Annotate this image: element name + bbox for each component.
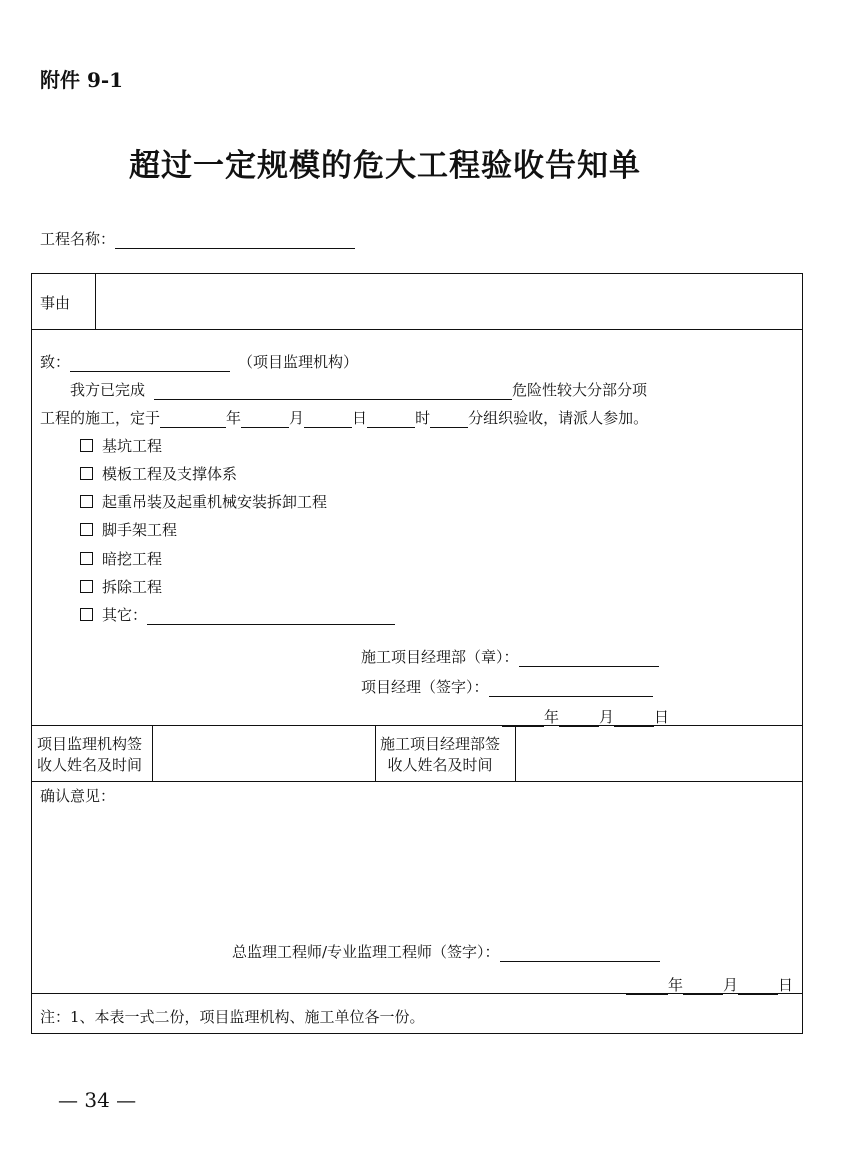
pm-sign-row xyxy=(361,676,653,697)
checkbox[interactable] xyxy=(80,439,93,452)
confirm-year-field[interactable] xyxy=(626,978,668,995)
confirm-day-label: 日 xyxy=(778,976,794,994)
supervision-sign-label-line: 收人姓名及时间 xyxy=(37,756,143,774)
construction-sign-label-line: 施工项目经理部签 xyxy=(380,735,501,753)
construction-sign-label xyxy=(380,734,500,776)
checklist-item-label: 模板工程及支撑体系 xyxy=(102,465,238,483)
reason-label: 事由 xyxy=(40,294,71,312)
checkbox[interactable] xyxy=(80,608,93,621)
project-name-field[interactable] xyxy=(115,232,355,249)
confirm-label: 确认意见： xyxy=(40,787,116,805)
schedule-month-label: 月 xyxy=(289,409,305,427)
schedule-hour-field[interactable] xyxy=(367,411,415,428)
confirm-month-field[interactable] xyxy=(683,978,723,995)
checklist-item-label: 其它： xyxy=(102,606,148,624)
confirm-field[interactable] xyxy=(40,806,795,926)
schedule-year-field[interactable] xyxy=(160,411,226,428)
dept-seal-row xyxy=(361,646,659,667)
other-field[interactable] xyxy=(147,608,395,625)
checklist-item[interactable] xyxy=(80,491,327,512)
attachment-label: 附件 9-1 xyxy=(40,68,124,92)
dept-seal-field[interactable] xyxy=(519,650,659,667)
schedule-year-label: 年 xyxy=(226,409,242,427)
chief-sign-row xyxy=(232,941,660,962)
checklist-item-label: 拆除工程 xyxy=(102,578,163,596)
divider xyxy=(32,781,802,782)
checkbox[interactable] xyxy=(80,552,93,565)
checkbox[interactable] xyxy=(80,580,93,593)
to-row xyxy=(40,351,358,372)
confirm-day-field[interactable] xyxy=(738,978,778,995)
checklist-item-label: 起重吊装及起重机械安装拆卸工程 xyxy=(102,493,328,511)
pm-sign-field[interactable] xyxy=(489,680,653,697)
checklist-item[interactable] xyxy=(80,463,237,484)
checklist-item[interactable] xyxy=(80,576,162,597)
supervision-sign-label-line: 项目监理机构签 xyxy=(37,735,143,753)
confirm-month-label: 月 xyxy=(723,976,739,994)
date-month-label: 月 xyxy=(599,708,615,726)
divider xyxy=(375,725,376,781)
project-name-label: 工程名称： xyxy=(40,230,116,248)
completed-field[interactable] xyxy=(154,383,512,400)
page-number: — 34 — xyxy=(58,1088,137,1112)
pm-sign-label: 项目经理（签字）： xyxy=(361,678,489,696)
checkbox[interactable] xyxy=(80,467,93,480)
schedule-hour-label: 时 xyxy=(415,409,431,427)
schedule-suffix: 分组织验收，请派人参加。 xyxy=(468,409,649,427)
checklist-item-label: 暗挖工程 xyxy=(102,550,163,568)
confirm-date-row xyxy=(626,974,793,995)
form-title: 超过一定规模的危大工程验收告知单 xyxy=(129,148,641,184)
divider xyxy=(32,725,802,726)
to-suffix: （项目监理机构） xyxy=(238,353,359,371)
checklist-item-label: 脚手架工程 xyxy=(102,521,178,539)
checkbox[interactable] xyxy=(80,495,93,508)
project-name-row xyxy=(40,228,355,249)
reason-field[interactable] xyxy=(98,278,798,324)
construction-sign-label-line: 收人姓名及时间 xyxy=(387,756,493,774)
schedule-prefix: 工程的施工，定于 xyxy=(40,409,161,427)
form-table xyxy=(31,273,803,1034)
date-day-field[interactable] xyxy=(614,710,654,727)
completed-suffix: 危险性较大分部分项 xyxy=(512,381,648,399)
to-prefix: 致： xyxy=(40,353,71,371)
to-field[interactable] xyxy=(70,355,230,372)
supervision-sign-field[interactable] xyxy=(155,728,371,778)
construction-sign-field[interactable] xyxy=(518,728,798,778)
supervision-sign-label xyxy=(37,734,142,776)
divider xyxy=(152,725,153,781)
chief-sign-field[interactable] xyxy=(500,945,660,962)
divider xyxy=(95,274,96,329)
completed-prefix: 我方已完成 xyxy=(70,381,146,399)
checklist-item[interactable] xyxy=(80,548,162,569)
schedule-month-field[interactable] xyxy=(241,411,289,428)
date-month-field[interactable] xyxy=(559,710,599,727)
schedule-minute-field[interactable] xyxy=(430,411,468,428)
checklist-item[interactable] xyxy=(80,435,162,456)
checklist-item-other[interactable] xyxy=(80,604,395,625)
dept-seal-label: 施工项目经理部（章）： xyxy=(361,648,519,666)
date-row xyxy=(502,706,669,727)
chief-sign-label: 总监理工程师/专业监理工程师（签字）： xyxy=(232,943,500,961)
form-note: 注：1、本表一式二份，项目监理机构、施工单位各一份。 xyxy=(40,1008,425,1026)
completed-row xyxy=(70,379,647,400)
date-year-label: 年 xyxy=(544,708,560,726)
schedule-day-label: 日 xyxy=(352,409,368,427)
divider xyxy=(515,725,516,781)
date-day-label: 日 xyxy=(654,708,670,726)
divider xyxy=(32,329,802,330)
date-year-field[interactable] xyxy=(502,710,544,727)
confirm-year-label: 年 xyxy=(668,976,684,994)
schedule-day-field[interactable] xyxy=(304,411,352,428)
checkbox[interactable] xyxy=(80,523,93,536)
checklist-item-label: 基坑工程 xyxy=(102,437,163,455)
checklist-item[interactable] xyxy=(80,519,177,540)
schedule-row xyxy=(40,407,648,428)
